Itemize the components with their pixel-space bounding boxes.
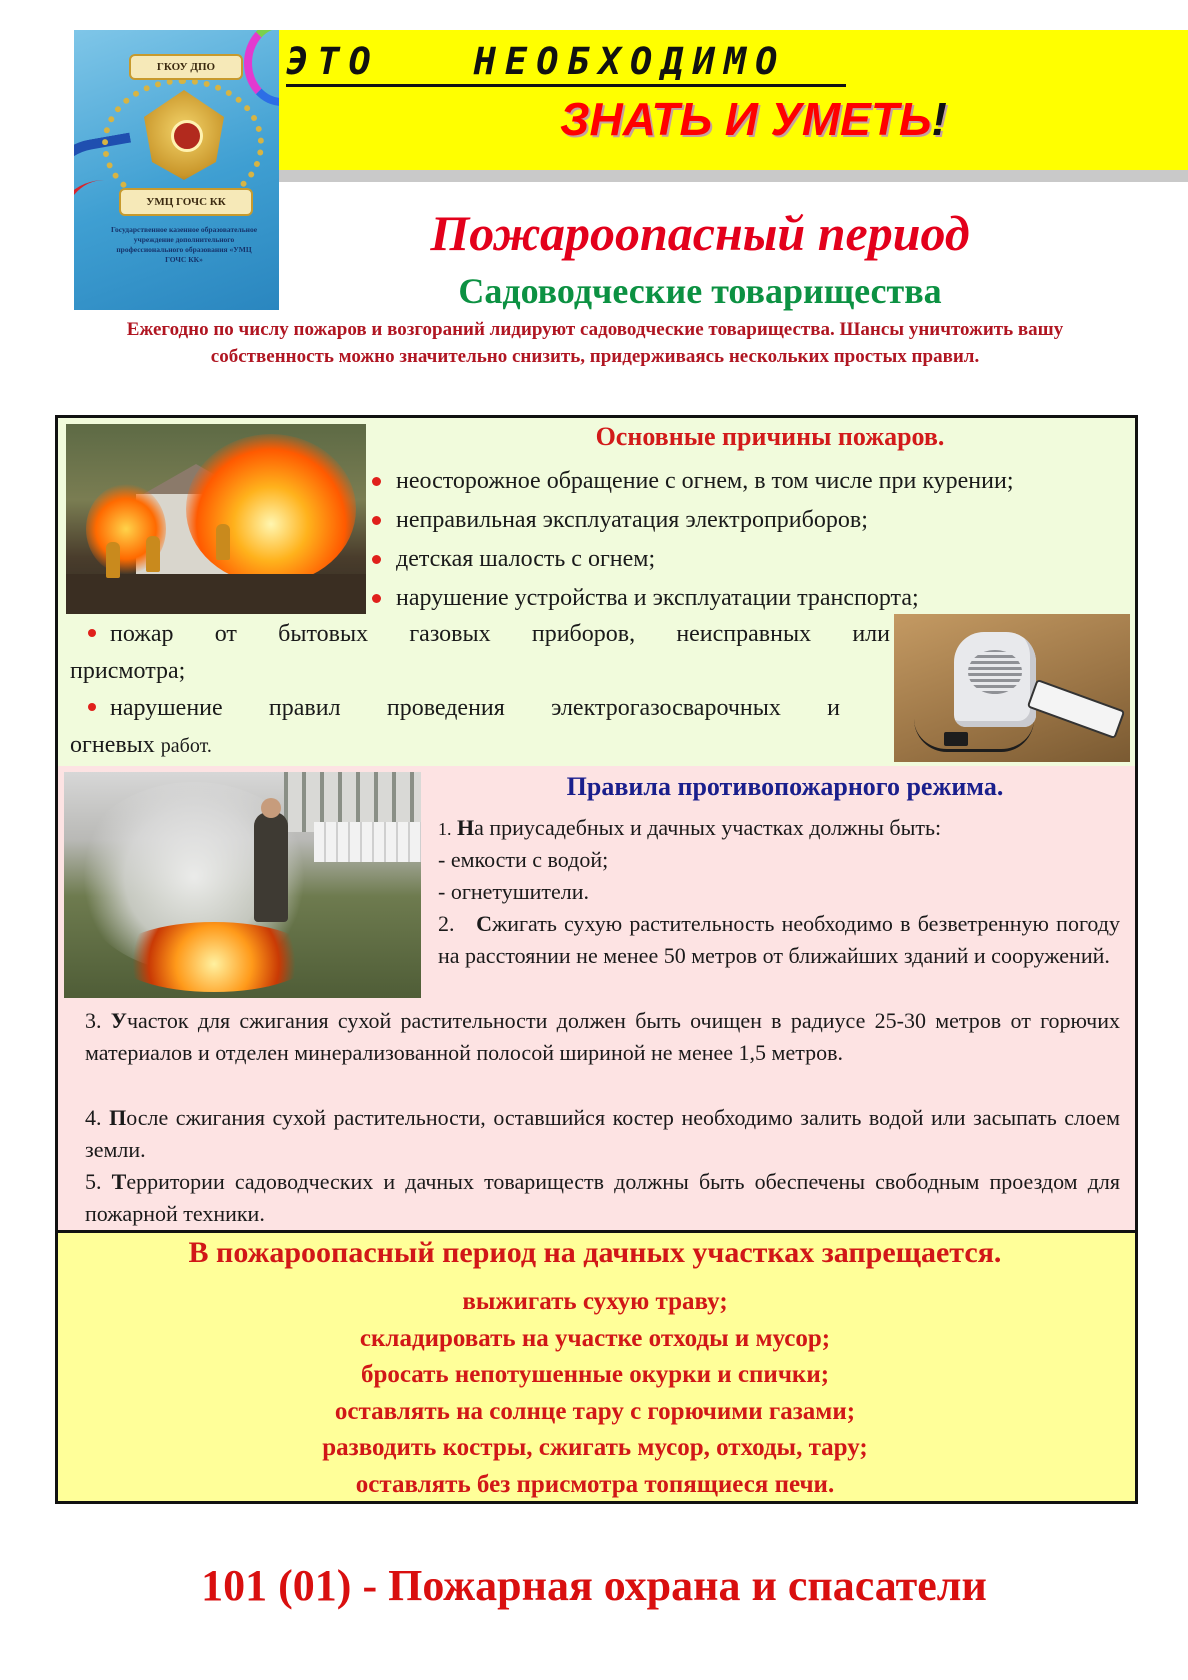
list-item-text: неправильная эксплуатация электроприборов; xyxy=(396,507,868,533)
banner-exclamation: ! xyxy=(931,93,947,145)
prohibited-list xyxy=(60,1285,1130,1504)
page-title: Пожароопасный период xyxy=(430,205,970,261)
heater-photo xyxy=(894,614,1130,762)
banner-line2 xyxy=(560,92,947,146)
house-fire-photo xyxy=(66,424,366,614)
cause-item-welding-small: работ. xyxy=(160,735,212,757)
burning-grass-photo xyxy=(64,772,421,998)
bullet-icon xyxy=(88,629,96,637)
rule-first-letter: Т xyxy=(111,1169,127,1194)
rule-1 xyxy=(438,812,941,845)
list-item xyxy=(368,463,1128,502)
list-item: разводить костры, сжигать мусор, отходы, тару; xyxy=(322,1434,868,1461)
list-item: оставлять без присмотра топящиеся печи. xyxy=(355,1470,835,1498)
logo-band-top: ГКОУ ДПО xyxy=(129,54,243,80)
bullet-icon xyxy=(372,555,381,564)
causes-heading: Основные причины пожаров. xyxy=(595,422,945,451)
intro-paragraph: Ежегодно по числу пожаров и возгораний лидируют садоводческие товарищества. Шансы уничтожить вашу собственность можно значительно снизить, придерживаясь нескольких простых правил. xyxy=(126,319,1064,367)
rule-5 xyxy=(85,1166,1120,1230)
organization-logo xyxy=(74,30,279,310)
bullet-icon xyxy=(372,594,381,603)
page-subtitle: Садоводческие товарищества xyxy=(458,271,942,311)
rule-first-letter: С xyxy=(476,911,493,936)
list-item-text: нарушение устройства и эксплуатации транспорта; xyxy=(396,585,919,611)
logo-org-text: Государственное казенное образовательное учреждение дополнительного профессионального образования «УМЦ ГОЧС КК» xyxy=(110,225,258,264)
rule-3 xyxy=(85,1005,1120,1069)
bullet-icon xyxy=(372,516,381,525)
banner-line2-text: ЗНАТЬ И УМЕТЬ xyxy=(560,93,932,145)
bullet-icon xyxy=(372,477,381,486)
rule-first-letter: У xyxy=(110,1008,127,1033)
banner-line1: ЭТО НЕОБХОДИМО xyxy=(286,40,846,87)
rule-text: осле сжигания сухой растительности, оставшийся костер необходимо залить водой или засыпать слоем земли. xyxy=(85,1105,1120,1162)
rule-number: 1. xyxy=(438,819,452,839)
emergency-phone-footer: 101 (01) - Пожарная охрана и спасатели xyxy=(201,1561,987,1610)
rules-heading: Правила противопожарного режима. xyxy=(566,772,1004,801)
rule-first-letter: Н xyxy=(457,815,475,840)
list-item xyxy=(368,502,1128,541)
cause-item-welding-line2: огневых xyxy=(70,732,155,758)
rule-2 xyxy=(438,908,1120,972)
rule-1-extinguishers: - огнетушители. xyxy=(438,879,590,904)
prohibited-heading: В пожароопасный период на дачных участках запрещается. xyxy=(188,1236,1002,1269)
cause-item-gas-cont: присмотра; xyxy=(70,658,186,684)
cause-item-welding-cont xyxy=(70,727,890,765)
cause-item-welding-line1: нарушение правил проведения электрогазосварочных и xyxy=(110,695,840,721)
bullet-icon xyxy=(88,703,96,711)
causes-list xyxy=(368,463,1128,619)
list-item xyxy=(368,541,1128,580)
cause-item-gas-line1: пожар от бытовых газовых приборов, неисправных или xyxy=(110,621,890,647)
rule-first-letter: П xyxy=(109,1105,127,1130)
rule-text: часток для сжигания сухой растительности должен быть очищен в радиусе 25-30 метров от горючих материалов и отделен минерализованной полосой шириной не менее 1,5 метров. xyxy=(85,1008,1120,1065)
list-item: бросать непотушенные окурки и спички; xyxy=(360,1361,830,1388)
rule-text: жигать сухую растительность необходимо в безветренную погоду на расстоянии не менее 50 метров от ближайших зданий и сооружений. xyxy=(438,911,1120,968)
list-item: оставлять на солнце тару с горючими газами; xyxy=(334,1397,856,1425)
rule-number: 5. xyxy=(85,1169,102,1194)
rule-4 xyxy=(85,1102,1120,1166)
banner-shadow xyxy=(279,170,1188,182)
rule-text: а приусадебных и дачных участках должны быть: xyxy=(474,815,942,840)
rule-text: ерритории садоводческих и дачных товариществ должны быть обеспечены свободным проездом для пожарной техники. xyxy=(85,1169,1120,1226)
list-item-text: неосторожное обращение с огнем, в том числе при курении; xyxy=(396,468,1014,494)
cause-item-welding xyxy=(70,690,840,727)
rule-1-water: - емкости с водой; xyxy=(438,847,609,872)
rule-number: 4. xyxy=(85,1105,102,1130)
cause-item-gas xyxy=(70,616,890,653)
rule-number: 2. xyxy=(438,911,455,936)
list-item: складировать на участке отходы и мусор; xyxy=(359,1324,831,1352)
list-item: выжигать сухую траву; xyxy=(462,1288,728,1315)
list-item-text: детская шалость с огнем; xyxy=(396,546,656,572)
rule-number: 3. xyxy=(85,1008,102,1033)
logo-band-bottom: УМЦ ГОЧС КК xyxy=(119,188,253,216)
